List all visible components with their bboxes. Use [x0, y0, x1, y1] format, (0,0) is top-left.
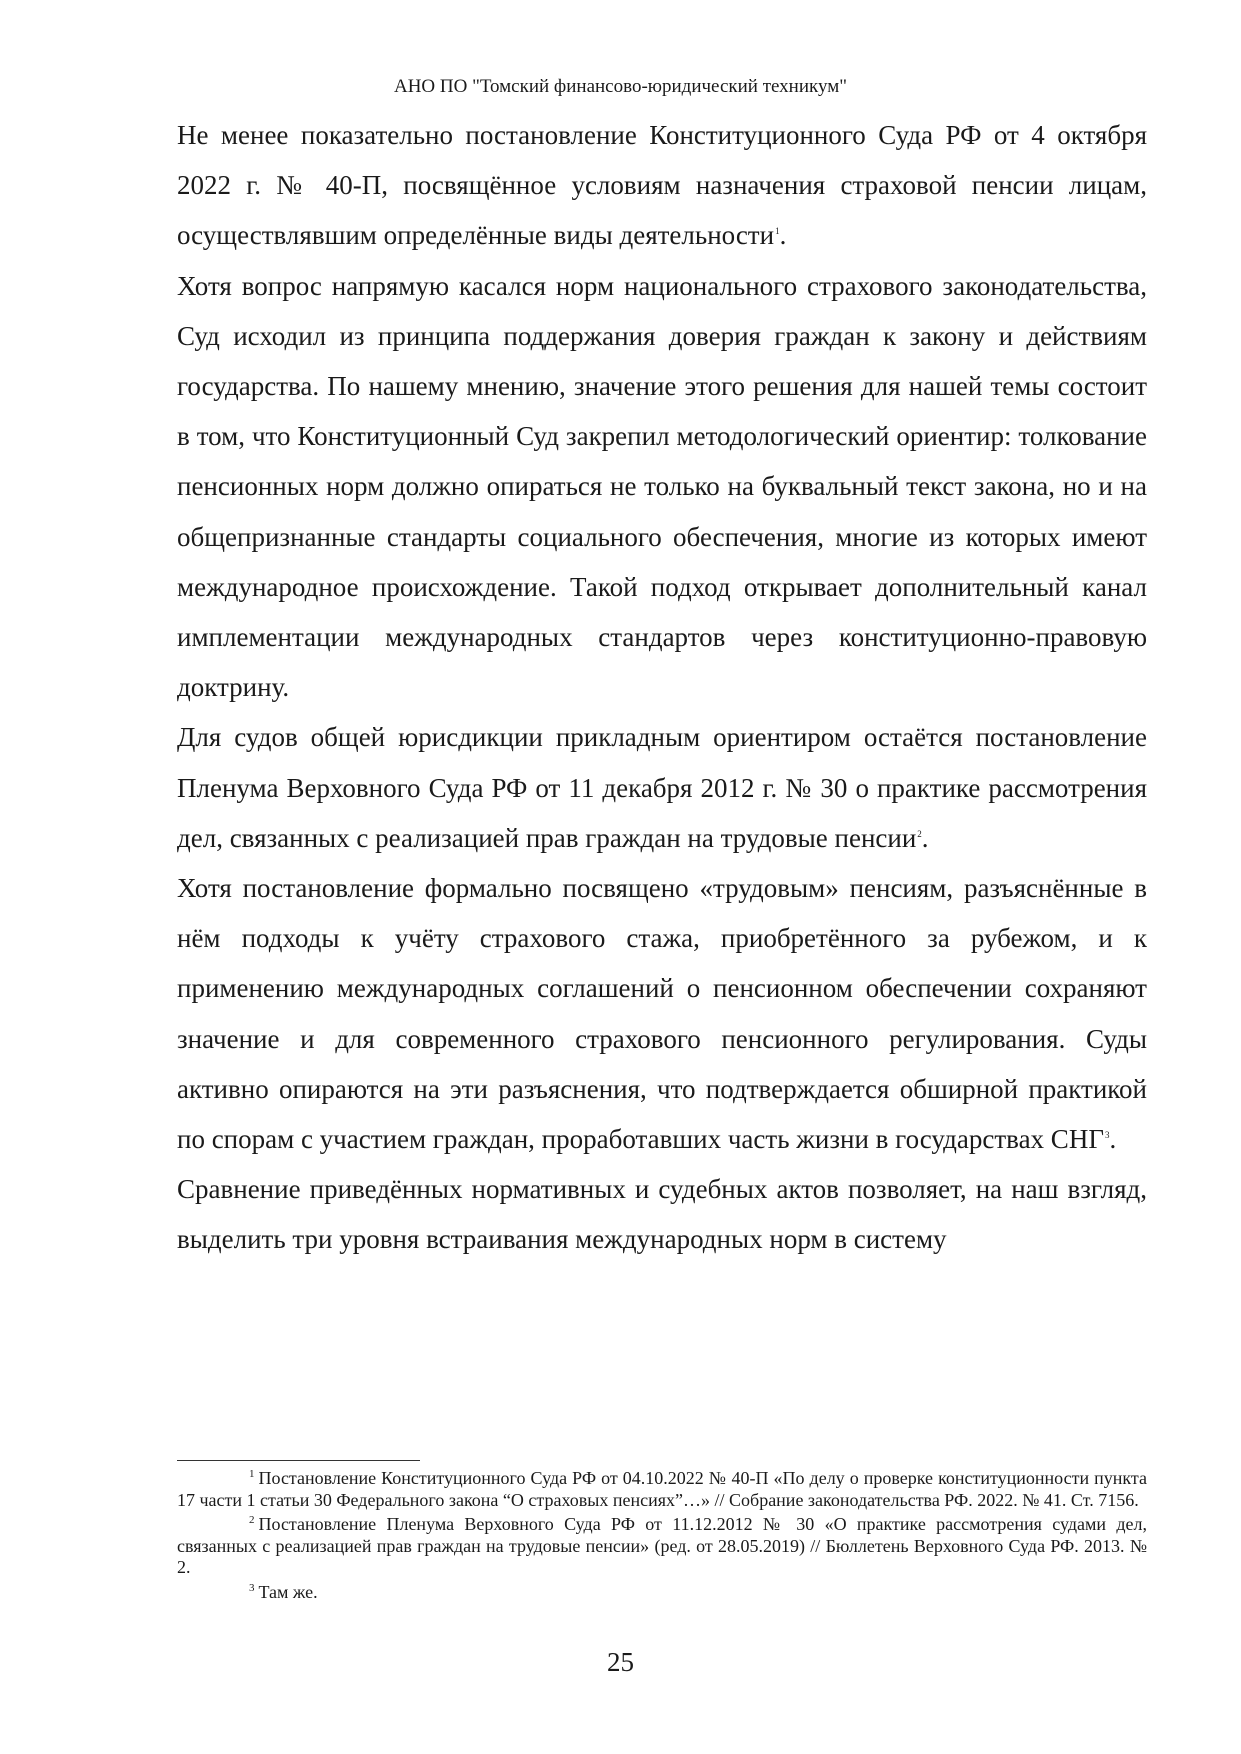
- footnote-reference[interactable]: 2: [917, 828, 922, 839]
- paragraph-text: Хотя вопрос напрямую касался норм национального страхового законодательства, Суд исходил из принципа поддержания доверия граждан к закону и действиям государства. По нашему мнению, значение этого решения для нашей темы состоит в том, что Конституционный Суд закрепил методологический ориентир: толкование пенсионных норм должно опираться не только на буквальный текст закона, но и на общепризнанные стандарты социального обеспечения, многие из которых имеют международное происхождение. Такой подход открывает дополнительный канал имплементации международных стандартов через конституционно-правовую доктрину.: [177, 270, 1147, 703]
- paragraph: [177, 863, 1147, 1164]
- footnote-number: 3: [249, 1581, 255, 1594]
- footnote-reference[interactable]: 3: [1104, 1130, 1110, 1141]
- paragraph-tail: .: [921, 822, 929, 853]
- footnote: [177, 1514, 1147, 1579]
- paragraph-text: Сравнение приведённых нормативных и судебных актов позволяет, на наш взгляд, выделить три уровня встраивания международных норм в систему: [177, 1174, 1147, 1255]
- paragraph: [177, 110, 1147, 261]
- paragraph-text: Для судов общей юрисдикции прикладным ориентиром остаётся постановление Пленума Верховного Суда РФ от 11 декабря 2012 г. № 30 о практике рассмотрения дел, связанных с реализацией прав граждан на трудовые пенсии: [177, 722, 1147, 853]
- footnote-reference[interactable]: 1: [775, 226, 780, 237]
- footnote-separator: [177, 1460, 420, 1461]
- paragraph: [177, 1164, 1147, 1264]
- paragraph-tail: .: [779, 220, 787, 251]
- footnote-number: 2: [249, 1514, 255, 1526]
- paragraph: [177, 261, 1147, 713]
- page-header: АНО ПО "Томский финансово-юридический техникум": [393, 76, 848, 97]
- footnotes: [177, 1468, 1147, 1606]
- paragraph-text: Не менее показательно постановление Конституционного Суда РФ от 4 октября 2022 г. № 40-П, посвящённое условиям назначения страховой пенсии лицам, осуществлявшим определённые виды деятельности: [177, 120, 1147, 251]
- paragraph-tail: .: [1109, 1124, 1117, 1155]
- footnote-text: Там же.: [258, 1581, 318, 1602]
- page-number: 25: [607, 1647, 634, 1677]
- footnote-text: Постановление Конституционного Суда РФ от 04.10.2022 № 40-П «По делу о проверке конституционности пункта 17 части 1 статьи 30 Федерального закона “О страховых пенсиях”…» // Собрание законодательства РФ. 2022. № 41. Ст. 7156.: [177, 1468, 1147, 1510]
- footnote-number: 1: [249, 1468, 255, 1480]
- paragraph: [177, 712, 1147, 863]
- footnote: [177, 1468, 1147, 1511]
- paragraph-text: Хотя постановление формально посвящено «трудовым» пенсиям, разъяснённые в нём подходы к учёту страхового стажа, приобретённого за рубежом, и к применению международных соглашений о пенсионном обеспечении сохраняют значение и для современного страхового пенсионного регулирования. Суды активно опираются на эти разъяснения, что подтверждается обширной практикой по спорам с участием граждан, проработавших часть жизни в государствах СНГ: [177, 873, 1147, 1155]
- body-text: [177, 110, 1147, 1265]
- footnote-text: Постановление Пленума Верховного Суда РФ от 11.12.2012 № 30 «О практике рассмотрения судами дел, связанных с реализацией прав граждан на трудовые пенсии» (ред. от 28.05.2019) // Бюллетень Верховного Суда РФ. 2013. № 2.: [177, 1514, 1147, 1577]
- footnote: [177, 1582, 1147, 1604]
